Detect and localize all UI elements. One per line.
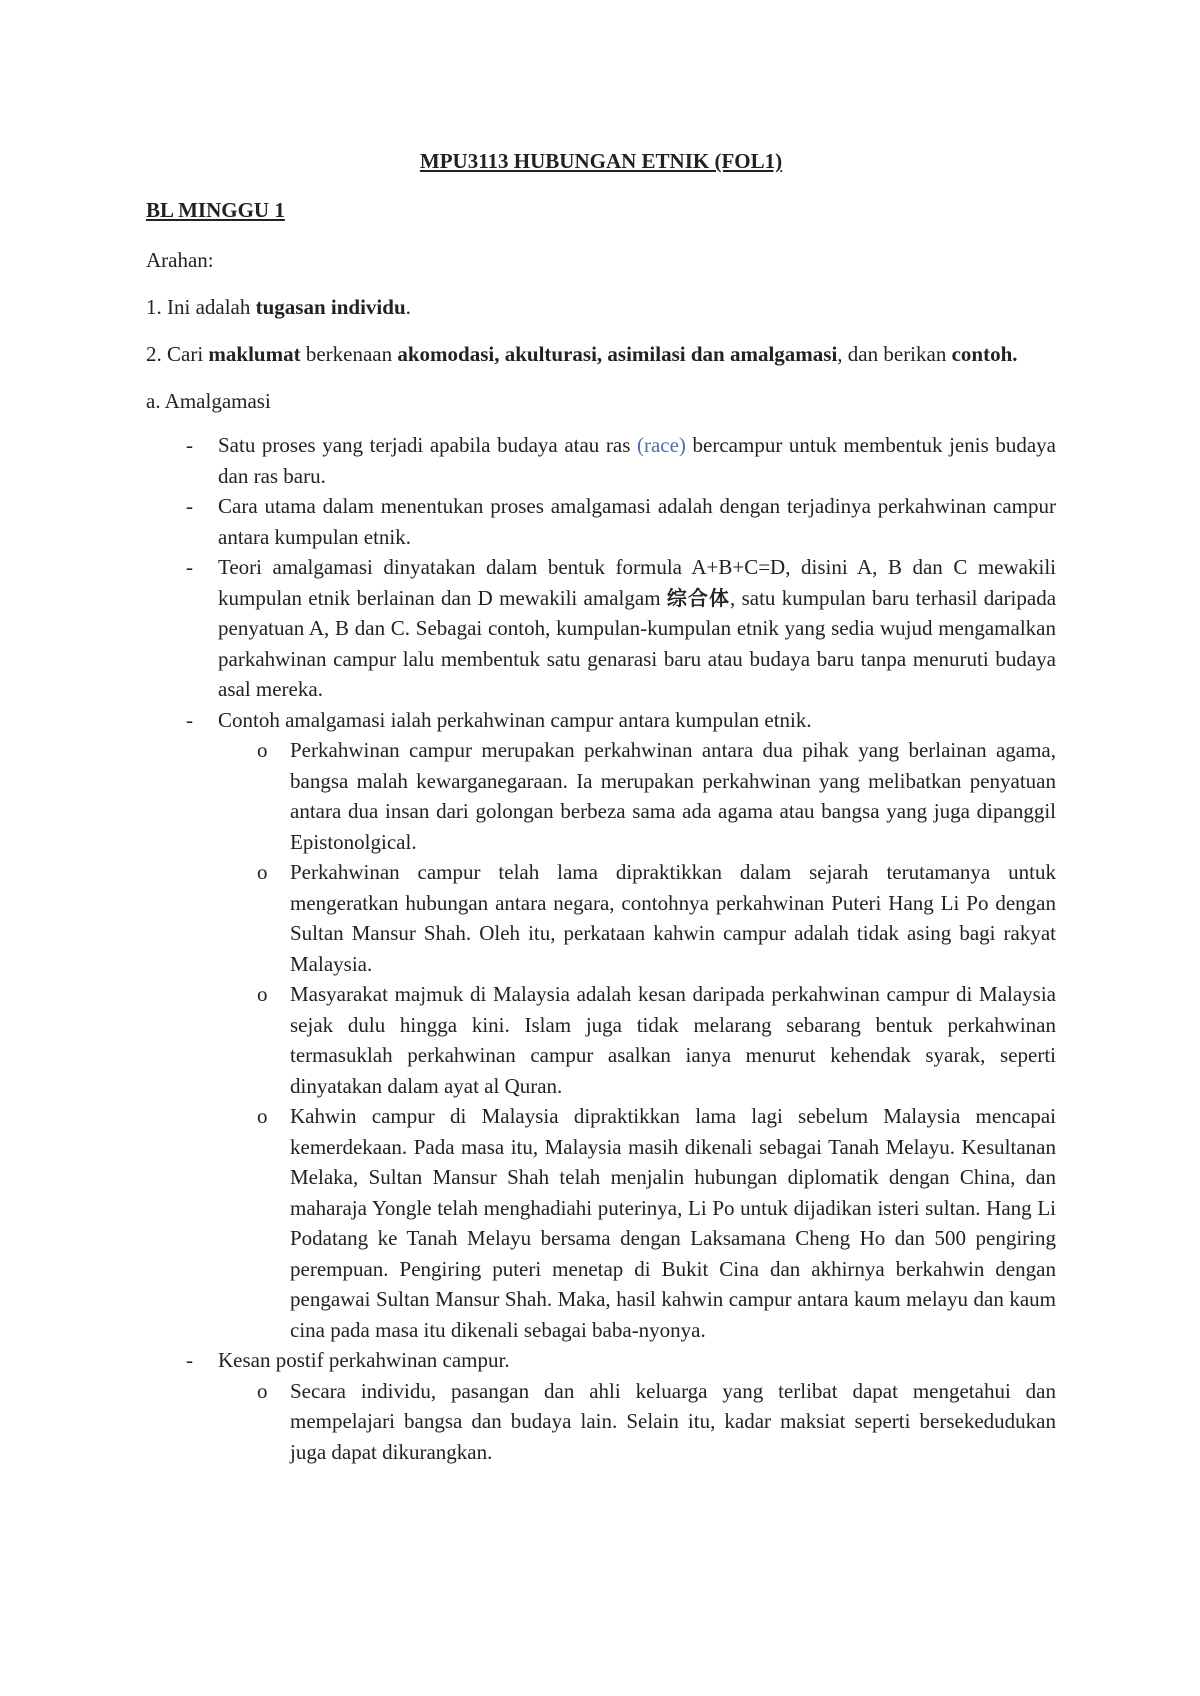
document-title: MPU3113 HUBUNGAN ETNIK (FOL1): [419, 149, 783, 173]
circle-bullet: o: [257, 860, 268, 884]
list-item: [146, 491, 1056, 552]
instruction-2-text-1: 2. Cari: [146, 342, 209, 366]
list-item: [146, 430, 1056, 491]
dash-bullet: -: [186, 555, 193, 579]
dash-bullet: -: [186, 433, 193, 457]
race-term: (race): [636, 433, 686, 457]
sub-list: [218, 735, 1056, 1345]
circle-bullet: o: [257, 738, 268, 762]
instructions-label: Arahan:: [146, 248, 214, 272]
circle-bullet: o: [257, 1378, 268, 1403]
bullet-1-pre: Satu proses yang terjadi apabila budaya atau ras: [218, 433, 637, 457]
bullet-3-pre: Teori amalgamasi dinyatakan dalam bentuk formula A+B+C=D, disini A, B dan C mewakili kumpulan etnik berlainan dan D mewakili amalgam: [218, 555, 1056, 610]
sub-item-text: Perkahwinan campur merupakan perkahwinan antara dua pihak yang berlainan agama, bangsa malah kewarganegaraan. Ia merupakan perkahwinan yang melibatkan penyatuan antara dua insan dari golongan berbeza sama ada agama atau bangsa yang juga dipanggil Epistonolgical.: [290, 738, 1056, 854]
circle-bullet: o: [257, 1104, 268, 1128]
instruction-1-suffix: .: [405, 295, 411, 319]
cjk-term: 综合体: [666, 585, 731, 610]
sub-item-text: Secara individu, pasangan dan ahli keluarga yang terlibat dapat mengetahui dan mempelajari bangsa dan budaya lain. Selain itu, kadar maksiat seperti bersekedudukan juga dapat dikurangkan.: [290, 1378, 1056, 1464]
instruction-2: [146, 339, 1056, 369]
bullet-5-line: [146, 1345, 1056, 1376]
sub-list-item: [218, 857, 1056, 979]
list-item: [146, 1345, 1056, 1467]
bullet-5-text: Kesan postif perkahwinan campur.: [218, 1348, 510, 1372]
bullet-3-post: , satu kumpulan baru terhasil daripada penyatuan A, B dan C. Sebagai contoh, kumpulan-kumpulan etnik yang sedia wujud mengamalkan parkahwinan campur lalu membentuk satu genarasi baru atau budaya baru tanpa menuruti budaya asal mereka.: [218, 585, 1057, 701]
list-item: [146, 705, 1056, 1346]
bullet-1-post: bercampur untuk membentuk jenis budaya dan ras baru.: [218, 433, 1056, 488]
amalgamasi-list: [146, 430, 1056, 1467]
circle-bullet: o: [257, 982, 268, 1006]
dash-bullet: -: [186, 494, 193, 518]
bullet-4-text: Contoh amalgamasi ialah perkahwinan campur antara kumpulan etnik.: [218, 707, 812, 732]
bullet-2-text: Cara utama dalam menentukan proses amalgamasi adalah dengan terjadinya perkahwinan campur antara kumpulan etnik.: [218, 494, 1056, 549]
sub-list: [218, 1376, 1056, 1468]
sub-list-item: [218, 1376, 1056, 1468]
sub-list-item: [218, 1101, 1056, 1345]
dash-bullet: -: [186, 1348, 193, 1372]
instruction-2-text-2: berkenaan: [300, 342, 398, 366]
instruction-2-text-3: , dan berikan: [837, 342, 952, 366]
sub-item-text: Kahwin campur di Malaysia dipraktikkan lama lagi sebelum Malaysia mencapai kemerdekaan. Pada masa itu, Malaysia masih dikenali sebagai Tanah Melayu. Kesultanan Melaka, Sultan Mansur Shah telah menjalin hubungan diplomatik dengan China, dan maharaja Yongle telah menghadiahi puterinya, Li Po untuk dijadikan isteri sultan. Hang Li Podatang ke Tanah Melayu bersama dengan Laksamana Cheng Ho dan 500 pengiring perempuan. Pengiring puteri menetap di Bukit Cina dan akhirnya berkahwin dengan pengawai Sultan Mansur Shah. Maka, hasil kahwin campur antara kaum melayu dan kaum cina pada masa itu dikenali sebagai baba-nyonya.: [290, 1104, 1056, 1342]
sub-item-text: Perkahwinan campur telah lama dipraktikkan dalam sejarah terutamanya untuk mengeratkan hubungan antara negara, contohnya perkahwinan Puteri Hang Li Po dengan Sultan Mansur Shah. Oleh itu, perkataan kahwin campur adalah tidak asing bagi rakyat Malaysia.: [290, 860, 1056, 976]
instruction-1: [146, 292, 1056, 322]
sub-list-item: [218, 735, 1056, 857]
dash-bullet: -: [186, 707, 193, 732]
sub-list-item: [218, 979, 1056, 1101]
instruction-1-bold: tugasan individu: [255, 295, 406, 319]
instruction-2-bold-3: contoh.: [951, 342, 1018, 366]
section-a-heading: a. Amalgamasi: [146, 389, 271, 413]
instruction-2-bold-1: maklumat: [208, 342, 301, 366]
bullet-4-line: [146, 705, 1056, 736]
document-page: [146, 146, 1056, 1467]
instruction-2-bold-2: akomodasi, akulturasi, asimilasi dan amalgamasi: [397, 342, 838, 366]
sub-item-text: Masyarakat majmuk di Malaysia adalah kesan daripada perkahwinan campur di Malaysia sejak dulu hingga kini. Islam juga tidak melarang sebarang bentuk perkahwinan termasuklah perkahwinan campur asalkan ianya menurut kehendak syarak, seperti dinyatakan dalam ayat al Quran.: [290, 982, 1056, 1098]
week-heading: BL MINGGU 1: [146, 198, 285, 222]
list-item: [146, 552, 1056, 705]
instruction-1-prefix: 1. Ini adalah: [146, 295, 256, 319]
